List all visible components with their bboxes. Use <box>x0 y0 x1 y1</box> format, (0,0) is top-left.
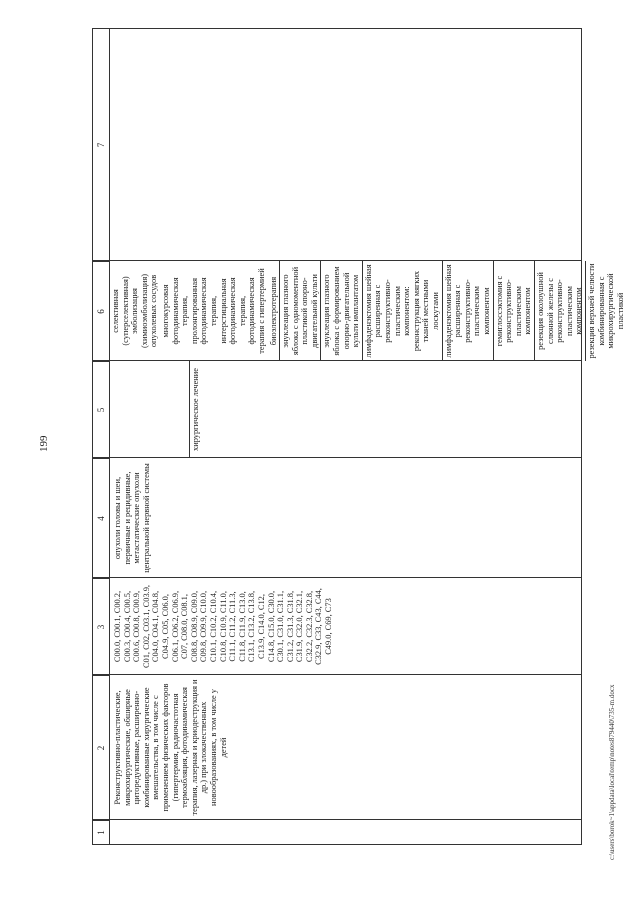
method-lymphadenectomy-reconstructive: лимфаденэктомия шейная расширенная с реконструктивно-пластическим компонентом <box>443 261 494 361</box>
methods-column <box>110 261 626 361</box>
cell-intervention-type: Реконструктивно-пластические, микрохирургические, обширные циторедуктивные, расширенно-комбинированные хирургические вмешательства, в том числе с применением физических факторов (гипертермия, радиочастотная термоабляция, фотодинамическая терапия, лазерная и криодеструкция и др.) при злокачественных новообразованиях, в том числе у детей <box>113 679 228 816</box>
method-enucleation-plastic: энуклеация глазного яблока с одномоментной пластикой опорно-двигательной культи <box>280 261 321 361</box>
cell-icd-codes: C00.0, C00.1, C00.2, C00.3, C00.4, C00.5, C00.6, C00.8, C00.9, C01, C02, C03.1, C03.9, C04.0, C04.1, C04.8, C04.9, C05, C06.0, C06.1, C06.2, C06.9, C07, C08.0, C08.1, C08.8, C08.9, C09.0, C09.8, C09.9, C10.0, C10.1, C10.2, C10.4, C10.8, C10.9, C11.0, C11.1, C11.2, C11.3, C11.8, C11.9, C13.0, C13.1, C13.2, C13.8, C13.9, C14.0, C12, C14.8, C15.0, C30.0, C30.1, C31.0, C31.1, C31.2, C31.3, C31.8, C31.9, C32.0, C32.1, C32.2, C32.3, C32.8, C32.9, C33, C43, C44, C49.0, C69, C73 <box>113 584 334 669</box>
header-col-7: 7 <box>96 142 106 148</box>
table-header-row <box>93 29 110 844</box>
header-col-1: 1 <box>93 820 110 844</box>
method-embolization: селективная (суперселективная) эмболизация (химиоэмболизация) опухолевых сосудов <box>111 274 159 348</box>
footer-file-path: c:\users\borok~1\appdata\local\temp\notes879440\735-m.docx <box>608 684 616 860</box>
page-number: 199 <box>38 435 50 452</box>
header-col-2: 2 <box>93 675 110 820</box>
method-hemiglossectomy: гемиглоссэктомия с реконструктивно-пластическим компонентом <box>494 261 535 361</box>
column-divider <box>93 577 581 578</box>
header-col-6: 6 <box>93 261 110 361</box>
method-bioelectrotherapy: биоэлектротерапия <box>268 261 281 361</box>
header-col-5: 5 <box>93 361 110 458</box>
method-photodynamic: многокурсовая фотодинамическая терапия, пролонгированная фотодинамическая терапия, интерстициальная фотодинамическая терапия, фотодинамическая терапия с гипертермией <box>160 268 266 354</box>
row-divider <box>189 361 190 458</box>
method-maxilla-resection: резекция верхней челюсти комбинированная с микрохирургической пластикой <box>586 263 625 359</box>
cell-treatment-type: хирургическое лечение <box>191 368 200 451</box>
method-enucleation-implant: энуклеация глазного яблока с формированием опорно-двигательной культи имплантатом <box>321 261 362 361</box>
cell-diagnosis: опухоли головы и шеи, первичные и рецидивные, метастатические опухоли центральной нервной системы <box>113 463 151 573</box>
column-divider <box>93 674 581 675</box>
header-col-4: 4 <box>93 458 110 578</box>
method-lymphadenectomy-local-flaps: лимфаденэктомия шейная расширенная с реконструктивно-пластическим компонентом: реконструкция мягких тканей местными лоскутами <box>363 261 443 361</box>
column-divider <box>93 819 581 820</box>
method-parotid-resection: резекция околоушной слюнной железы с реконструктивно-пластическим компонентом <box>535 261 586 361</box>
header-col-3: 3 <box>93 578 110 675</box>
